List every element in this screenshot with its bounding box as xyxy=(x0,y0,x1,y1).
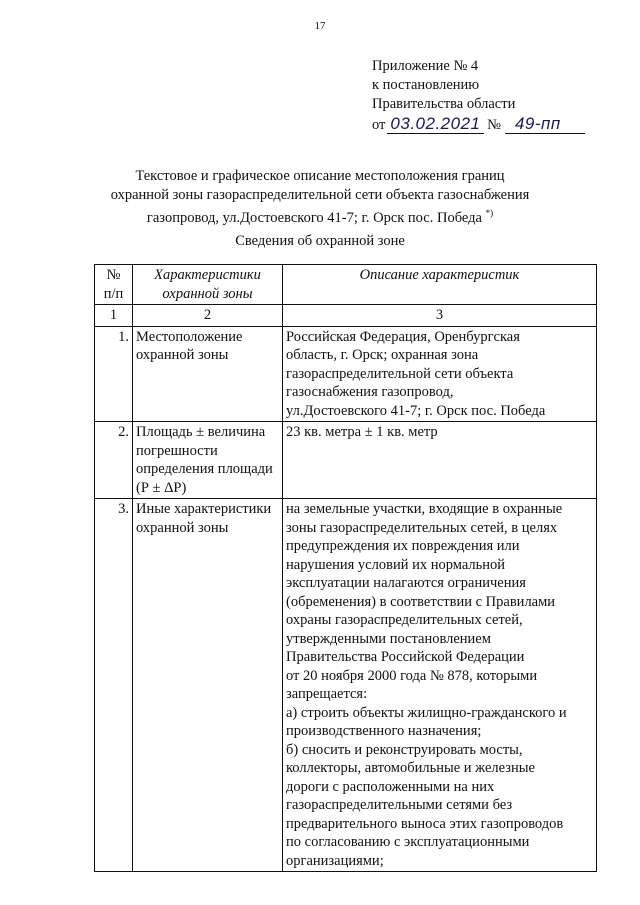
header-char-line: охранной зоны xyxy=(162,285,253,302)
table-row xyxy=(95,422,597,499)
text-line: от 20 ноября 2000 года № 878, которыми xyxy=(286,667,538,684)
text-line: погрешности xyxy=(136,442,218,459)
text-line: производственного назначения; xyxy=(286,723,482,739)
header-description: Описание характеристик xyxy=(283,265,597,305)
text-line: Российская Федерация, Оренбургская xyxy=(286,328,520,345)
text-line: предварительного выноса этих газопроводов xyxy=(286,815,564,832)
text-line: (обременения) в соответствии с Правилами xyxy=(286,593,556,610)
appendix-date-line xyxy=(372,114,585,135)
footnote-mark: *) xyxy=(485,208,494,218)
text-line: определения площади xyxy=(136,461,273,477)
text-line: эксплуатации налагаются ограничения xyxy=(286,575,526,591)
header-char-line: Характеристики xyxy=(154,267,261,283)
row-num: 3. xyxy=(95,499,133,872)
text-line: Иные характеристики xyxy=(136,501,272,517)
appendix-line-2: к постановлению xyxy=(372,77,480,93)
index-row xyxy=(95,305,597,327)
appendix-line-1: Приложение № 4 xyxy=(372,58,479,74)
title-line-1: Текстовое и графическое описание местоположения границ xyxy=(135,168,505,184)
row-characteristic xyxy=(133,422,283,499)
text-line: предупреждения их повреждения или xyxy=(286,538,520,554)
text-line: запрещается: xyxy=(286,686,368,702)
text-line: по согласованию с эксплуатационными xyxy=(286,834,530,850)
text-line: а) строить объекты жилищно-гражданского и xyxy=(286,704,567,721)
text-line: утвержденными постановлением xyxy=(286,630,491,647)
text-line: охраны газораспределительных сетей, xyxy=(286,612,523,628)
number-sign: № xyxy=(487,117,501,133)
table-header-row xyxy=(95,265,597,305)
text-line: дороги с расположенными на них xyxy=(286,778,495,795)
table-row xyxy=(95,499,597,872)
table-row xyxy=(95,326,597,422)
row-num: 2. xyxy=(95,422,133,499)
section-subtitle: Сведения об охранной зоне xyxy=(235,233,405,249)
text-line: газораспределительными сетями без xyxy=(286,797,513,813)
title-line-2: охранной зоны газораспределительной сети объекта газоснабжения xyxy=(110,186,530,203)
document-title xyxy=(0,167,640,227)
appendix-block xyxy=(372,57,585,135)
header-num xyxy=(95,265,133,305)
text-line: охранной зоны xyxy=(136,347,229,363)
text-line: Правительства Российской Федерации xyxy=(286,649,525,665)
text-line: Местоположение xyxy=(136,328,243,345)
title-line-3-text: газопровод, ул.Достоевского 41-7; г. Орск пос. Победа xyxy=(146,209,482,226)
row-description xyxy=(283,499,597,872)
handwritten-date: 03.02.2021 xyxy=(387,114,483,134)
text-line: 23 кв. метра ± 1 кв. метр xyxy=(286,424,438,440)
header-num-line: № xyxy=(106,267,121,283)
text-line: на земельные участки, входящие в охранные xyxy=(286,501,563,517)
row-characteristic xyxy=(133,326,283,422)
text-line: охранной зоны xyxy=(136,519,229,536)
row-description xyxy=(283,422,597,499)
text-line: организациями; xyxy=(286,852,384,869)
text-line: нарушения условий их нормальной xyxy=(286,556,506,573)
header-num-line: п/п xyxy=(103,285,124,302)
appendix-line-3: Правительства области xyxy=(372,96,516,112)
text-line: коллекторы, автомобильные и железные xyxy=(286,760,535,776)
text-line: зоны газораспределительных сетей, в целях xyxy=(286,519,558,536)
text-line: б) сносить и реконструировать мосты, xyxy=(286,741,523,758)
text-line: газоснабжения газопровод, xyxy=(286,384,454,400)
index-cell: 2 xyxy=(133,305,283,327)
text-line: область, г. Орск; охранная зона xyxy=(286,347,479,363)
handwritten-number: 49-пп xyxy=(505,114,585,134)
text-line: (Р ± ΔР) xyxy=(136,479,187,496)
title-line-3 xyxy=(0,204,640,227)
text-line: Площадь ± величина xyxy=(136,424,266,440)
row-characteristic xyxy=(133,499,283,872)
header-characteristic xyxy=(133,265,283,305)
index-cell: 3 xyxy=(283,305,597,327)
index-cell: 1 xyxy=(95,305,133,327)
from-label: от xyxy=(372,117,386,133)
row-description xyxy=(283,326,597,422)
row-num: 1. xyxy=(95,326,133,422)
text-line: ул.Достоевского 41-7; г. Орск пос. Победа xyxy=(286,402,546,419)
page-number: 17 xyxy=(314,20,326,32)
text-line: газораспределительной сети объекта xyxy=(286,365,514,382)
zone-table xyxy=(94,264,597,872)
